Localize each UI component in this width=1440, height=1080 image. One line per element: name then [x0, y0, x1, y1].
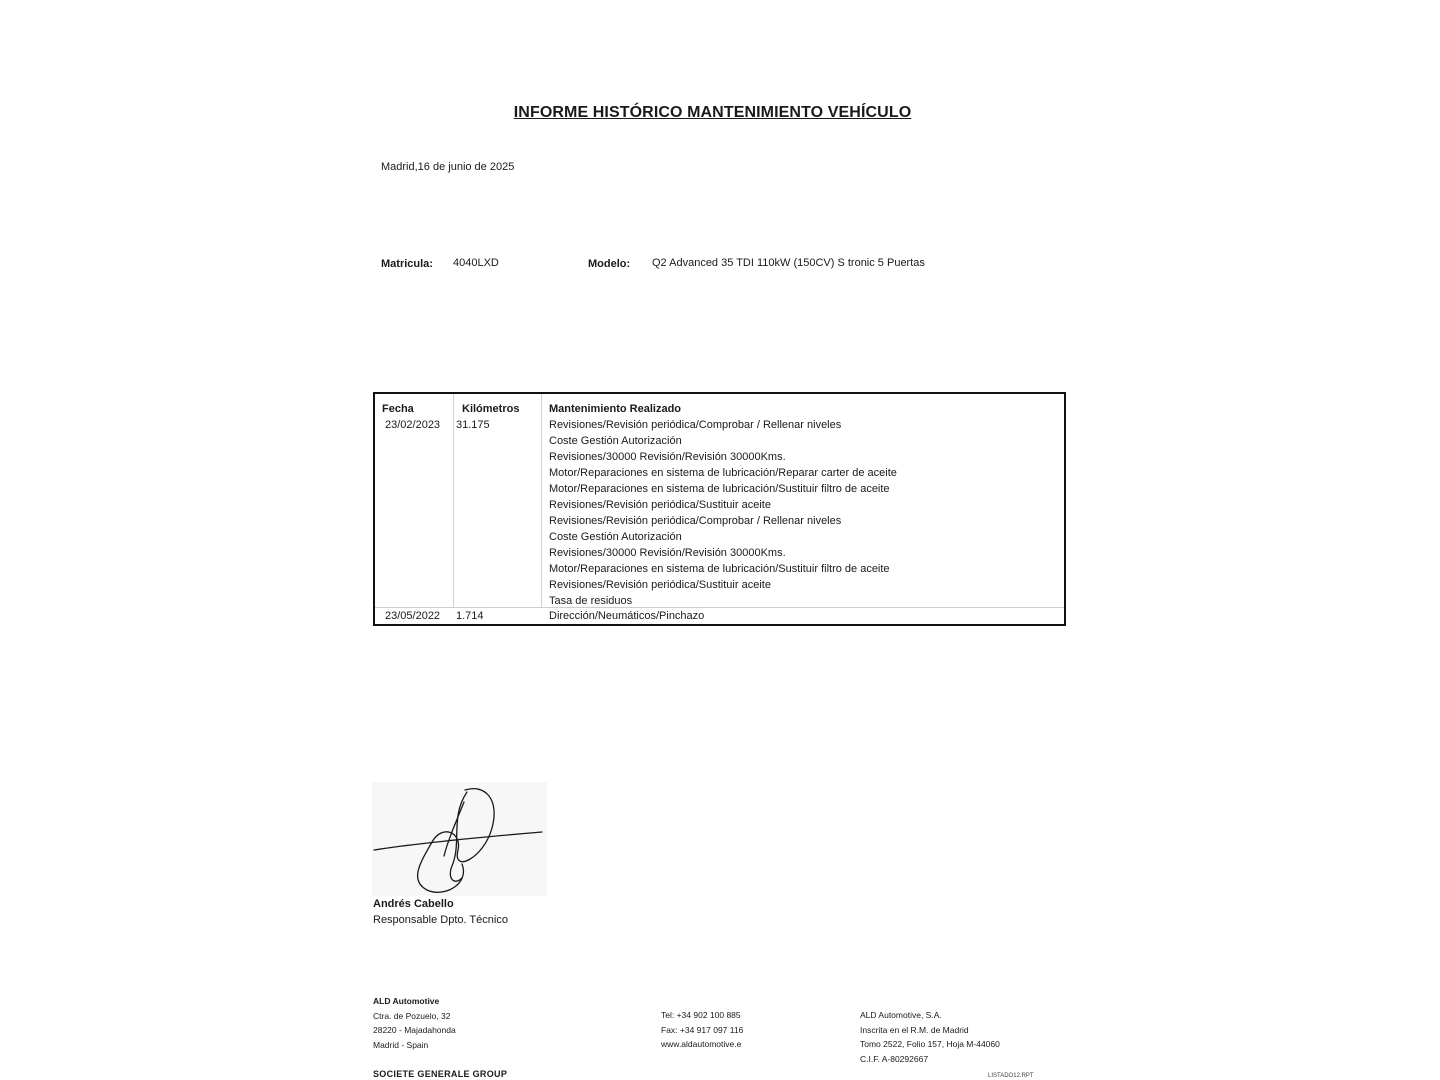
maintenance-item: Motor/Reparaciones en sistema de lubricación/Reparar carter de aceite — [549, 467, 897, 479]
maintenance-item: Motor/Reparaciones en sistema de lubricación/Sustituir filtro de aceite — [549, 563, 890, 575]
footer-legal-line: ALD Automotive, S.A. — [860, 1010, 942, 1020]
maintenance-item: Revisiones/30000 Revisión/Revisión 30000Kms. — [549, 451, 786, 463]
signer-name: Andrés Cabello — [373, 898, 454, 910]
row-2-km: 1.714 — [456, 610, 484, 622]
footer-address — [373, 994, 456, 1052]
maintenance-item: Revisiones/Revisión periódica/Sustituir aceite — [549, 579, 771, 591]
footer-legal-line: Inscrita en el R.M. de Madrid — [860, 1024, 969, 1035]
maintenance-item: Revisiones/Revisión periódica/Sustituir aceite — [549, 499, 771, 511]
column-divider — [541, 394, 542, 607]
row-2-item: Dirección/Neumáticos/Pinchazo — [549, 610, 705, 622]
maintenance-item: Revisiones/Revisión periódica/Comprobar / Rellenar niveles — [549, 419, 842, 431]
row-2-date: 23/05/2022 — [385, 610, 441, 622]
footer-fax: Fax: +34 917 097 116 — [661, 1024, 744, 1035]
model-label: Modelo: — [588, 258, 631, 270]
footer-contact — [661, 1008, 743, 1052]
row-1-date: 23/02/2023 — [385, 419, 441, 431]
row-1-km: 31.175 — [456, 419, 490, 431]
maintenance-item: Revisiones/30000 Revisión/Revisión 30000Kms. — [549, 547, 786, 559]
column-divider — [453, 394, 454, 607]
footer-address-line: 28220 - Majadahonda — [373, 1025, 456, 1035]
footer-report-ref: LISTADO12.RPT — [988, 1073, 1034, 1079]
col-header-date: Fecha — [382, 403, 414, 415]
footer-legal — [860, 1008, 1000, 1066]
footer-address-line: Ctra. de Pozuelo, 32 — [373, 1010, 451, 1021]
footer-group: SOCIETE GENERALE GROUP — [373, 1069, 508, 1079]
plate-value: 4040LXD — [453, 257, 499, 269]
report-title: INFORME HISTÓRICO MANTENIMIENTO VEHÍCULO — [513, 104, 912, 121]
maintenance-item: Coste Gestión Autorización — [549, 531, 682, 543]
footer-phone: Tel: +34 902 100 885 — [661, 1010, 741, 1020]
footer-address-line: Madrid - Spain — [373, 1039, 429, 1050]
col-header-maintenance: Mantenimiento Realizado — [549, 403, 682, 415]
maintenance-item: Coste Gestión Autorización — [549, 435, 682, 447]
col-header-km: Kilómetros — [462, 403, 520, 415]
footer-company: ALD Automotive — [373, 996, 440, 1006]
footer-legal-line: C.I.F. A-80292667 — [860, 1053, 929, 1064]
maintenance-item: Motor/Reparaciones en sistema de lubricación/Sustituir filtro de aceite — [549, 483, 890, 495]
maintenance-item: Revisiones/Revisión periódica/Comprobar / Rellenar niveles — [549, 515, 842, 527]
signature-image — [372, 782, 547, 896]
maintenance-item: Tasa de residuos — [549, 595, 633, 607]
row-1-items — [549, 417, 897, 609]
footer-website[interactable]: www.aldautomotive.e — [661, 1039, 742, 1049]
footer-legal-line: Tomo 2522, Folio 157, Hoja M-44060 — [860, 1039, 1000, 1049]
report-date: Madrid,16 de junio de 2025 — [381, 161, 515, 173]
signer-role: Responsable Dpto. Técnico — [373, 914, 508, 926]
plate-label: Matricula: — [381, 258, 433, 270]
model-value: Q2 Advanced 35 TDI 110kW (150CV) S tronic 5 Puertas — [652, 257, 925, 269]
maintenance-table — [373, 392, 1066, 626]
